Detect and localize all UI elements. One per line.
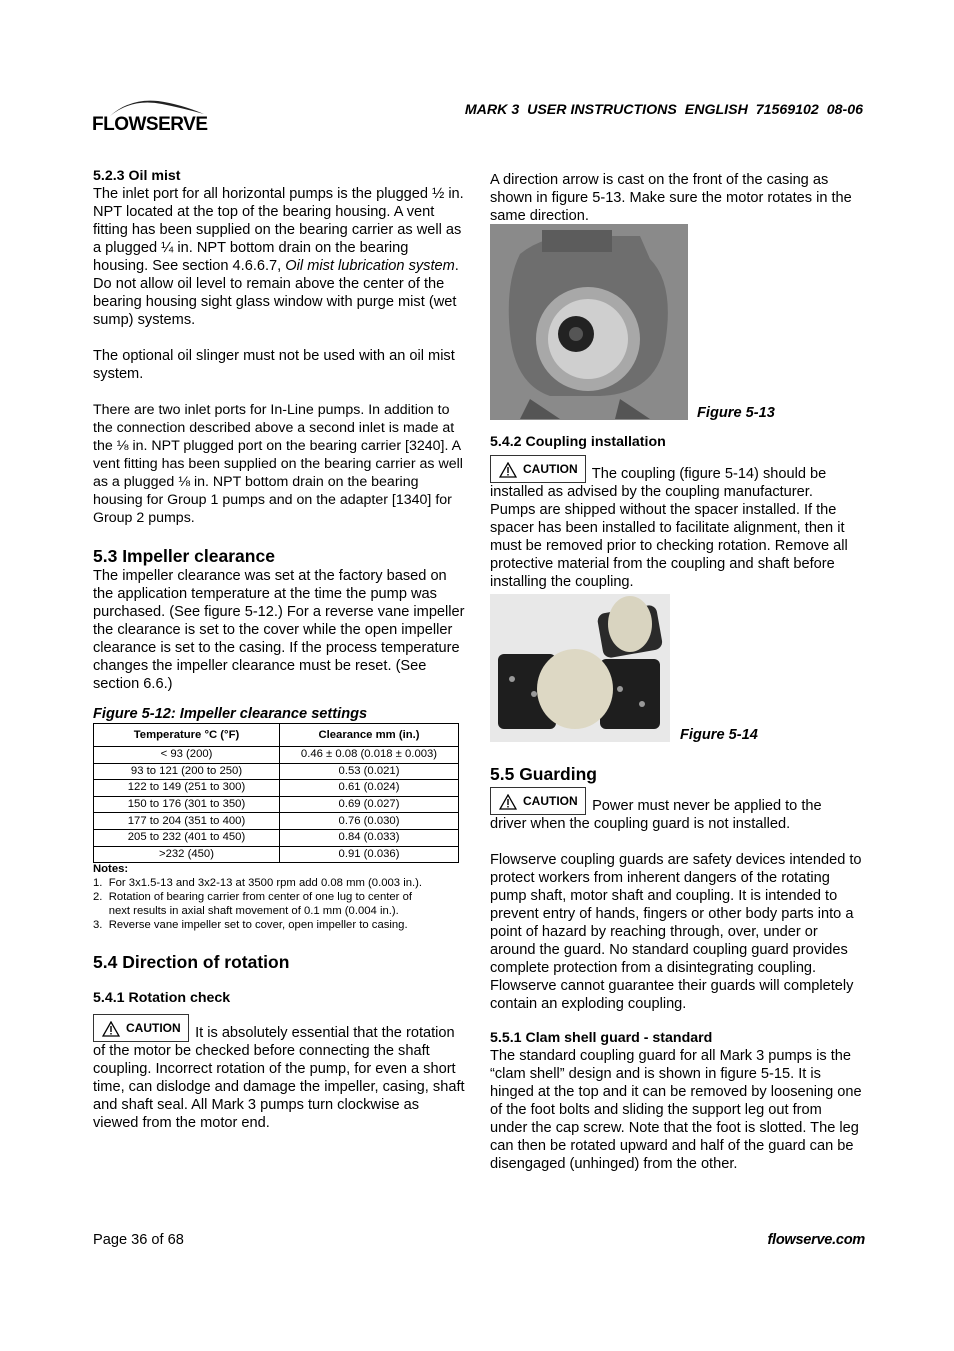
section-5-4-2-heading: 5.4.2 Coupling installation: [490, 434, 666, 450]
coupling-illustration: [490, 594, 670, 742]
table-row: [94, 846, 459, 863]
section-5-5: [490, 763, 862, 1173]
table-row: [94, 780, 459, 797]
coupling-installation-text: The coupling (figure 5-14) should be installed as advised by the coupling manufacturer. Pumps are shipped without the spacer installed. If the spacer has been installed to facilitate alignment, then it must be removed prior to checking rotation. Remove all protective material from the coupling and shaft before installing the coupling.: [490, 466, 848, 590]
table-cell: 177 to 204 (351 to 400): [94, 813, 280, 830]
figure-5-13-image: [490, 224, 688, 420]
table-header-clearance: Clearance mm (in.): [280, 724, 459, 747]
table-row: [94, 747, 459, 764]
section-5-4-heading: 5.4 Direction of rotation: [93, 952, 290, 972]
table-cell: 150 to 176 (301 to 350): [94, 796, 280, 813]
table-cell: 0.91 (0.036): [280, 846, 459, 863]
impeller-clearance-paragraph: The impeller clearance was set at the factory based on the application temperature at the time the pump was purchased. (See figure 5-12.) For a reverse vane impeller the clearance is set to the cover while the open impeller clearance is set to the casing. If the process temperature changes the impeller clearance must be reset. (See section 6.6.): [93, 568, 465, 692]
table-cell: < 93 (200): [94, 747, 280, 764]
oil-mist-text-b: . Do not allow oil level to remain above the center of the bearing housing sight glass window with purge mist (wet sump) systems.: [93, 258, 459, 328]
table-cell: 0.53 (0.021): [280, 763, 459, 780]
caution-text: CAUTION: [126, 1021, 181, 1035]
table-row: [94, 763, 459, 780]
caution-label: [490, 787, 586, 815]
table-header-row: [94, 724, 459, 747]
table-cell: >232 (450): [94, 846, 280, 863]
table-cell: 0.61 (0.024): [280, 780, 459, 797]
note-line: next results in axial shaft movement of 0.1 mm (0.004 in.).: [93, 905, 399, 917]
section-5-4: [93, 951, 465, 1132]
oil-mist-paragraph-2: The optional oil slinger must not be used with an oil mist system.: [93, 348, 455, 382]
section-5-5-heading: 5.5 Guarding: [490, 764, 597, 784]
table-notes: [93, 862, 465, 932]
table-row: [94, 796, 459, 813]
header-title: MARK 3 USER INSTRUCTIONS ENGLISH 71569102 08-06: [464, 102, 863, 118]
figure-5-14-image: [490, 594, 670, 742]
table-row: [94, 813, 459, 830]
caution-label: [490, 455, 586, 483]
page-number: Page 36 of 68: [93, 1232, 184, 1248]
figure-5-14-caption: Figure 5-14: [680, 727, 758, 743]
warning-triangle-icon: [499, 794, 517, 810]
guarding-paragraph-1: [490, 787, 862, 833]
rotation-check-text: It is absolutely essential that the rotation of the motor be checked before connecting the shaft coupling. Incorrect rotation of the pump, for even a short time, can dislodge and damage the impeller, casing, shaft and shaft seal. All Mark 3 pumps turn clockwise as viewed from the motor end.: [93, 1025, 465, 1131]
table-cell: 0.46 ± 0.08 (0.018 ± 0.003): [280, 747, 459, 764]
warning-triangle-icon: [102, 1021, 120, 1037]
caution-text: CAUTION: [523, 462, 578, 476]
guarding-paragraph-2: Flowserve coupling guards are safety devices intended to protect workers from inherent dangers of the rotating pump shaft, motor shaft and coupling. It is intended to prevent entry of hands, fingers or other body parts into a point of hazard by reaching through, over, under or around the guard. No standard coupling guard provides complete protection from a disintegrating coupling. Flowserve cannot guarantee their guards will completely contain an exploding coupling.: [490, 852, 862, 1012]
oil-mist-text-a: The inlet port for all horizontal pumps is the plugged ½ in. NPT located at the top of the bearing housing. A vent fitting has been supplied on the bearing carrier as well as a plugged ¼ in. NPT bottom drain on the bearing housing. See section 4.6.6.7,: [93, 186, 464, 274]
table-cell: 205 to 232 (401 to 450): [94, 829, 280, 846]
left-column: [93, 167, 465, 527]
flowserve-logo: [92, 100, 210, 136]
table-row: [94, 829, 459, 846]
note-line: 1. For 3x1.5-13 and 3x2-13 at 3500 rpm add 0.08 mm (0.003 in.).: [93, 877, 423, 889]
oil-mist-lubrication-reference: Oil mist lubrication system: [285, 258, 455, 274]
table-cell: 0.84 (0.033): [280, 829, 459, 846]
notes-title: Notes:: [93, 863, 129, 875]
footer-site[interactable]: flowserve.com: [767, 1232, 865, 1248]
note-line: 3. Reverse vane impeller set to cover, open impeller to casing.: [93, 919, 408, 931]
guarding-text-1: Power must never be applied to the driver when the coupling guard is not installed.: [490, 798, 822, 832]
impeller-clearance-table: [93, 723, 459, 863]
table-cell: 93 to 121 (200 to 250): [94, 763, 280, 780]
caution-label: [93, 1014, 189, 1042]
table-header-temperature: Temperature °C (°F): [94, 724, 280, 747]
section-5-2-3-heading: 5.2.3 Oil mist: [93, 168, 181, 184]
warning-triangle-icon: [499, 462, 517, 478]
coupling-installation-paragraph: [490, 455, 862, 591]
oil-mist-paragraph-1: [93, 185, 465, 329]
table-cell: 122 to 149 (251 to 300): [94, 780, 280, 797]
section-5-3-heading: 5.3 Impeller clearance: [93, 546, 275, 566]
note-line: 2. Rotation of bearing carrier from center of one lug to center of: [93, 891, 412, 903]
table-cell: 0.69 (0.027): [280, 796, 459, 813]
pump-casing-illustration: [490, 224, 688, 420]
table-caption: Figure 5-12: Impeller clearance settings: [93, 706, 368, 722]
logo-text: FLOWSERVE: [92, 114, 208, 135]
clam-shell-paragraph: The standard coupling guard for all Mark 3 pumps is the “clam shell” design and is shown in figure 5-15. It is hinged at the top and it can be removed by loosening one of the foot bolts and sliding the support leg out from under the cap screw. Note that the foot is slotted. The leg can then be rotated upward and half of the guard can be disengaged (unhinged) from the other.: [490, 1048, 862, 1172]
table-cell: 0.76 (0.030): [280, 813, 459, 830]
section-5-4-2: [490, 433, 862, 591]
direction-arrow-intro: A direction arrow is cast on the front of the casing as shown in figure 5-13. Make sure the motor rotates in the same direction.: [490, 172, 852, 224]
figure-5-13-caption: Figure 5-13: [697, 405, 775, 421]
caution-text: CAUTION: [523, 794, 578, 808]
section-5-3: [93, 545, 465, 693]
rotation-check-paragraph: [93, 1014, 465, 1132]
section-5-4-1-heading: 5.4.1 Rotation check: [93, 990, 231, 1006]
oil-mist-paragraph-3: There are two inlet ports for In-Line pumps. In addition to the connection described above a second inlet is made at the ⅛ in. NPT plugged port on the bearing carrier [3240]. A vent fitting has been supplied on the bearing carrier as well as a plugged ⅛ in. NPT bottom drain on the bearing housing for Group 1 pumps and on the adapter [1340] for Group 2 pumps.: [93, 402, 463, 526]
section-5-5-1-heading: 5.5.1 Clam shell guard - standard: [490, 1030, 713, 1046]
